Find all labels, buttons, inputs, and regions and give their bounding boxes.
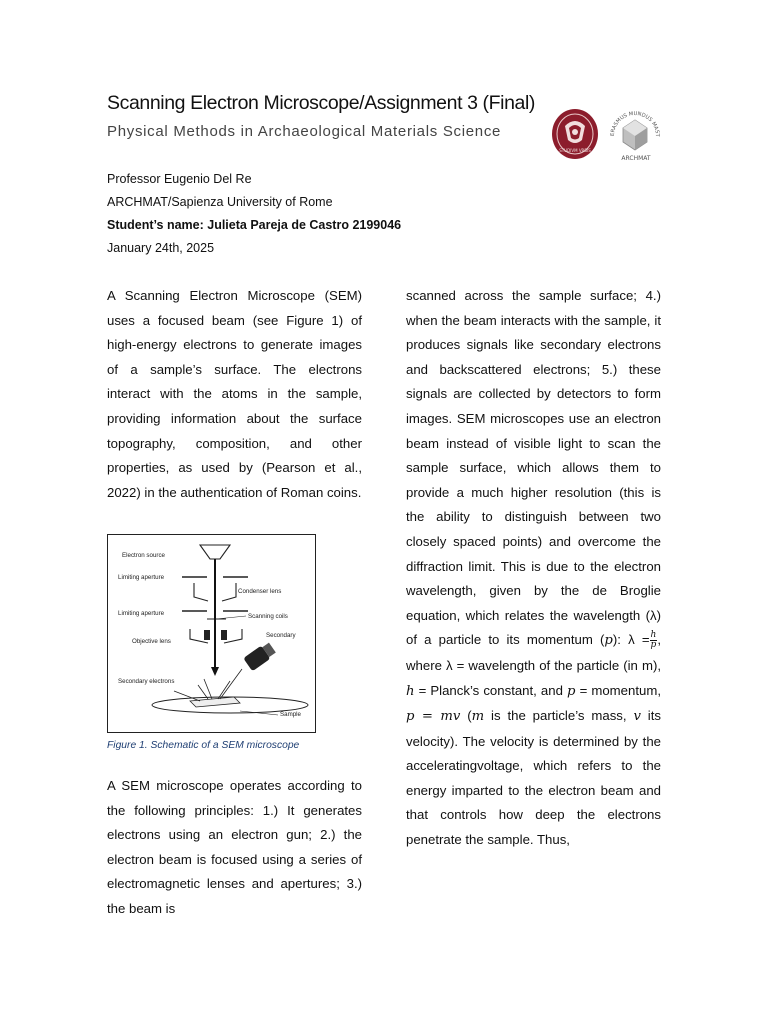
sapienza-seal-logo <box>551 108 599 160</box>
label-limiting-aperture-1: Limiting aperture <box>118 574 165 581</box>
professor-name: Professor Eugenio Del Re <box>107 172 252 186</box>
institution: ARCHMAT/Sapienza University of Rome <box>107 195 333 209</box>
page-title: Scanning Electron Microscope/Assignment 3 (Final) <box>107 92 536 114</box>
label-electron-source: Electron source <box>122 552 165 559</box>
right-column <box>406 284 661 853</box>
archmat-word: ARCHMAT <box>621 155 651 162</box>
sem-schematic-figure <box>107 534 316 733</box>
seal-text: STUDIVM VRBIS <box>559 148 591 153</box>
label-limiting-aperture-2: Limiting aperture <box>118 610 165 617</box>
label-secondary: Secondary <box>266 632 296 639</box>
left-column <box>107 284 362 505</box>
paragraph-principles: A SEM microscope operates according to the following principles: 1.) It generates electrons using an electron gun; 2.) the electron beam is focused using a series of electromagnetic lenses and apertures; 3.) the beam is <box>107 778 362 916</box>
label-condenser-lens: Condenser lens <box>238 588 282 595</box>
electron-gun-shape <box>200 545 230 559</box>
date: January 24th, 2025 <box>107 241 215 255</box>
page-subtitle: Physical Methods in Archaeological Materials Science <box>107 123 502 140</box>
label-secondary-electrons: Secondary electrons <box>118 678 175 685</box>
hp-fraction: $\frac{h}{p}$ <box>650 630 657 651</box>
secondary-detector <box>243 641 277 671</box>
archmat-logo <box>606 106 664 164</box>
label-sample: Sample <box>280 711 301 718</box>
student-name: Student’s name: Julieta Pareja de Castro 2199046 <box>107 218 402 232</box>
label-objective-lens: Objective lens <box>132 638 171 645</box>
figure-caption: Figure 1. Schematic of a SEM microscope <box>107 740 300 751</box>
label-scanning-coils: Scanning coils <box>248 613 288 620</box>
archmat-arc-text: ERASMUS MUNDUS MAST <box>609 110 661 137</box>
paragraph-intro: A Scanning Electron Microscope (SEM) uses a focused beam (see Figure 1) of high-energy electrons to generate images of a sample’s surface. The electrons interact with the atoms in the sample, providing information about the surface topography, composition, and other properties, as used by (Pearson et al., 2022) in the authentication of Roman coins. <box>107 288 362 500</box>
left-column-continued <box>107 774 362 922</box>
paragraph-continued: scanned across the sample surface; 4.) when the beam interacts with the sample, it produces signals like secondary electrons and backscattered electrons; 5.) these signals are collected by detectors to form images. SEM microscopes use an electron beam instead of visible light to scan the sample surface, which allows them to provide a much higher resolution (this is the ability to distinguish between two closely spaced points) and overcome the diffraction limit. This is due to the electron wavelength, given by the de Broglie equation, which relates the wavelength (λ) of a particle to its momentum (p): λ = $\frac{h}{p}$ , where λ = wavelength of the particle (in m), h = Planck’s constant, and p = momentum, p = mv (m is the particle’s mass, v its velocity). The velocity is determined by the acceleratingvoltage, which refers to the energy imparted to the electron beam and that controls how deep the electrons penetrate the sample. Thus, <box>406 288 661 848</box>
